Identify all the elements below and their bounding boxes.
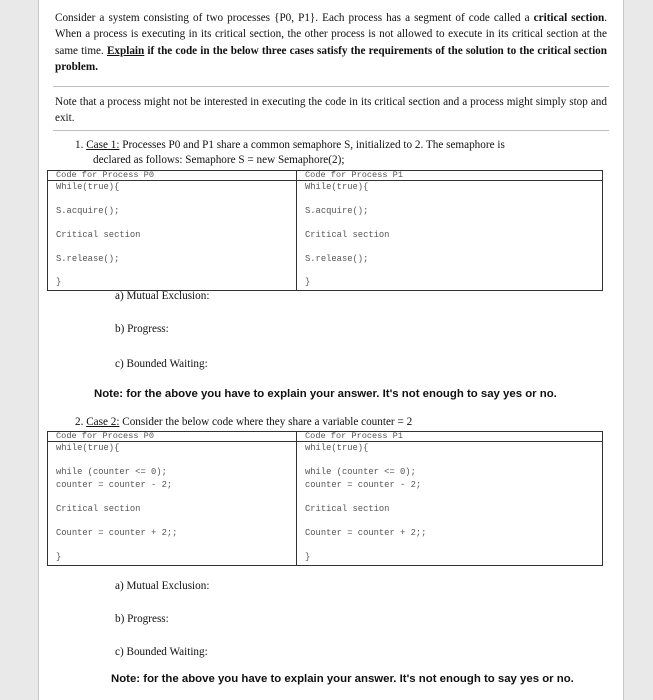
code-line: Counter = counter + 2;; [305,528,427,538]
code-line: Critical section [56,504,141,514]
case-2-heading: 2. Case 2: Consider the below code where they share a variable counter = 2 [75,416,413,428]
note-paragraph: Note that a process might not be interested in executing the code in its critical section and a process might simply stop and exit. [55,96,607,125]
code-line: Critical section [56,230,141,240]
question-bounded-waiting: c) Bounded Waiting: [115,358,208,370]
code-line: while(true){ [56,443,120,453]
code-line: Critical section [305,230,390,240]
code-line: S.acquire(); [305,206,369,216]
code-line: } [305,552,311,562]
process-p1-column [296,171,602,290]
code-line: S.release(); [305,254,369,264]
code-line: S.release(); [56,254,120,264]
code-line: While(true){ [305,182,369,192]
case-1-heading-line2: declared as follows: Semaphore S = new Semaphore(2); [93,154,345,166]
process-p0-column [48,432,296,565]
divider [53,86,609,87]
document-page [38,0,624,700]
question-progress: b) Progress: [115,323,169,335]
code-line: } [56,552,62,562]
code-line: while (counter <= 0); [56,467,167,477]
column-header: Code for Process P1 [297,171,602,181]
note-explain: Note: for the above you have to explain your answer. It's not enough to say yes or no. [94,388,557,400]
code-line: counter = counter - 2; [56,480,173,490]
code-line: While(true){ [56,182,120,192]
process-p1-column [296,432,602,565]
column-header: Code for Process P0 [48,171,296,181]
code-line: while(true){ [305,443,369,453]
question-progress: b) Progress: [115,613,169,625]
divider [53,130,609,131]
code-line: } [305,277,311,287]
code-line: counter = counter - 2; [305,480,422,490]
case-1-heading: 1. Case 1: Processes P0 and P1 share a common semaphore S, initialized to 2. The semaphore is [75,139,505,151]
column-header: Code for Process P0 [48,432,296,442]
code-line: } [56,277,62,287]
question-mutual-exclusion: a) Mutual Exclusion: [115,580,210,592]
code-line: S.acquire(); [56,206,120,216]
code-line: Counter = counter + 2;; [56,528,178,538]
column-header: Code for Process P1 [297,432,602,442]
case-2-code-table [47,431,603,566]
code-line: Critical section [305,504,390,514]
question-bounded-waiting: c) Bounded Waiting: [115,646,208,658]
process-p0-column [48,171,296,290]
note-explain: Note: for the above you have to explain your answer. It's not enough to say yes or no. [111,673,574,685]
code-line: while (counter <= 0); [305,467,416,477]
case-1-code-table [47,170,603,291]
question-mutual-exclusion: a) Mutual Exclusion: [115,290,210,302]
intro-paragraph: Consider a system consisting of two processes {P0, P1}. Each process has a segment of code called a critical section. When a process is executing in its critical section, the other process is not allowed to execute in its critical section at the same time. Explain if the code in the below three cases satisfy the requirements of the solution to the critical section problem. [55,12,607,73]
